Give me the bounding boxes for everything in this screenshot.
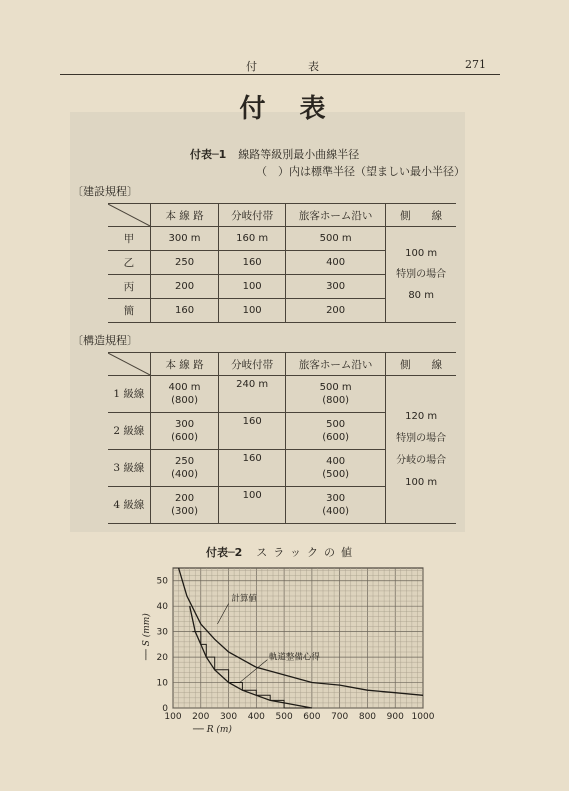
x-tick-label: 600 bbox=[303, 712, 321, 722]
y-tick-label: 30 bbox=[156, 627, 168, 638]
diagonal-line-icon bbox=[108, 353, 150, 375]
table1 bbox=[108, 203, 456, 323]
y-tick-label: 10 bbox=[156, 678, 168, 689]
cell: 250 (400) bbox=[150, 450, 219, 487]
table1-corner bbox=[108, 204, 150, 227]
header-label-1: 付 bbox=[246, 60, 257, 73]
page-number: 271 bbox=[465, 58, 486, 71]
x-tick-label: 400 bbox=[247, 712, 265, 722]
y-tick-label: 20 bbox=[156, 653, 168, 664]
cell: 400 (500) bbox=[285, 450, 385, 487]
table1-caption-no: 付表─1 bbox=[190, 148, 227, 161]
cell: 500 m bbox=[285, 227, 385, 251]
cell: 160 bbox=[219, 413, 286, 450]
x-tick-label: 1000 bbox=[411, 712, 435, 722]
siding-value-special: 80 m bbox=[408, 290, 434, 301]
cell: 100 bbox=[219, 487, 286, 524]
row-label: 乙 bbox=[108, 251, 150, 275]
x-tick-label: 700 bbox=[331, 712, 349, 722]
cell: 400 bbox=[285, 251, 385, 275]
slack-chart bbox=[140, 560, 440, 740]
table1-siding-cell bbox=[386, 227, 456, 323]
page-title: 付 表 bbox=[239, 94, 330, 124]
row-label: 丙 bbox=[108, 275, 150, 299]
cell: 300 (600) bbox=[150, 413, 219, 450]
cell: 100 bbox=[219, 275, 286, 299]
x-tick-label: 100 bbox=[164, 712, 182, 722]
row-label: 2 級線 bbox=[108, 413, 150, 450]
table1-header-platform: 旅客ホーム沿い bbox=[285, 204, 385, 227]
table2-siding-cell bbox=[386, 376, 456, 524]
x-tick-label: 200 bbox=[192, 712, 210, 722]
table-row bbox=[108, 376, 456, 413]
siding-note: 特別の場合 bbox=[396, 432, 447, 444]
table-row bbox=[108, 227, 456, 251]
section-construction: 〔建設規程〕 bbox=[72, 185, 138, 198]
x-tick-label: 500 bbox=[275, 712, 293, 722]
x-tick-label: 800 bbox=[358, 712, 377, 722]
header-label-2: 表 bbox=[308, 60, 319, 73]
x-tick-label: 300 bbox=[219, 712, 238, 722]
table2-header-siding: 側 線 bbox=[386, 353, 456, 376]
x-tick-label: 900 bbox=[386, 712, 404, 722]
cell: 160 bbox=[219, 450, 286, 487]
siding-note: 特別の場合 bbox=[396, 269, 447, 280]
table1-subcaption: （ ）内は標準半径（望ましい最小半径） bbox=[256, 165, 465, 178]
y-tick-label: 0 bbox=[162, 704, 168, 714]
table2 bbox=[108, 352, 456, 524]
siding-value: 120 m bbox=[405, 410, 438, 422]
siding-value: 100 m bbox=[405, 248, 438, 259]
running-header bbox=[60, 58, 500, 75]
siding-value-special: 100 m bbox=[405, 476, 438, 488]
plot-area bbox=[173, 568, 423, 708]
cell: 300 m bbox=[150, 227, 219, 251]
cell: 300 bbox=[285, 275, 385, 299]
table2-corner bbox=[108, 353, 150, 376]
table1-header-main: 本 線 路 bbox=[150, 204, 219, 227]
table1-caption bbox=[190, 146, 359, 162]
cell: 400 m (800) bbox=[150, 376, 219, 413]
figure2-caption-text: スラックの値 bbox=[256, 546, 359, 559]
y-axis-label: ── S (mm) bbox=[142, 613, 152, 660]
cell: 200 (300) bbox=[150, 487, 219, 524]
figure2-caption-no: 付表─2 bbox=[206, 546, 243, 559]
cell: 250 bbox=[150, 251, 219, 275]
cell: 200 bbox=[285, 299, 385, 323]
cell: 160 bbox=[150, 299, 219, 323]
table2-header-main: 本 線 路 bbox=[150, 353, 219, 376]
series-label-1: 計算値 bbox=[231, 594, 257, 605]
y-tick-label: 40 bbox=[156, 602, 168, 613]
cell: 300 (400) bbox=[285, 487, 385, 524]
cell: 500 m (800) bbox=[285, 376, 385, 413]
figure2-caption bbox=[206, 544, 358, 560]
table2-header-branch: 分岐付帯 bbox=[219, 353, 286, 376]
cell: 240 m bbox=[219, 376, 286, 413]
cell: 100 bbox=[219, 299, 286, 323]
cell: 500 (600) bbox=[285, 413, 385, 450]
y-tick-label: 50 bbox=[156, 576, 168, 587]
diagonal-line-icon bbox=[108, 204, 150, 226]
table1-header-branch: 分岐付帯 bbox=[219, 204, 286, 227]
row-label: 3 級線 bbox=[108, 450, 150, 487]
table1-caption-text: 線路等級別最小曲線半径 bbox=[238, 148, 360, 161]
row-label: 簡 bbox=[108, 299, 150, 323]
x-axis-label: ── R (m) bbox=[193, 725, 232, 735]
series-label-2: 軌道整備心得 bbox=[268, 652, 320, 663]
table1-header-siding: 側 線 bbox=[386, 204, 456, 227]
cell: 160 m bbox=[219, 227, 286, 251]
cell: 200 bbox=[150, 275, 219, 299]
section-structure: 〔構造規程〕 bbox=[72, 334, 138, 347]
row-label: 甲 bbox=[108, 227, 150, 251]
table2-header-platform: 旅客ホーム沿い bbox=[285, 353, 385, 376]
row-label: 4 級線 bbox=[108, 487, 150, 524]
siding-note-branch: 分岐の場合 bbox=[396, 454, 447, 466]
cell: 160 bbox=[219, 251, 286, 275]
row-label: 1 級線 bbox=[108, 376, 150, 413]
